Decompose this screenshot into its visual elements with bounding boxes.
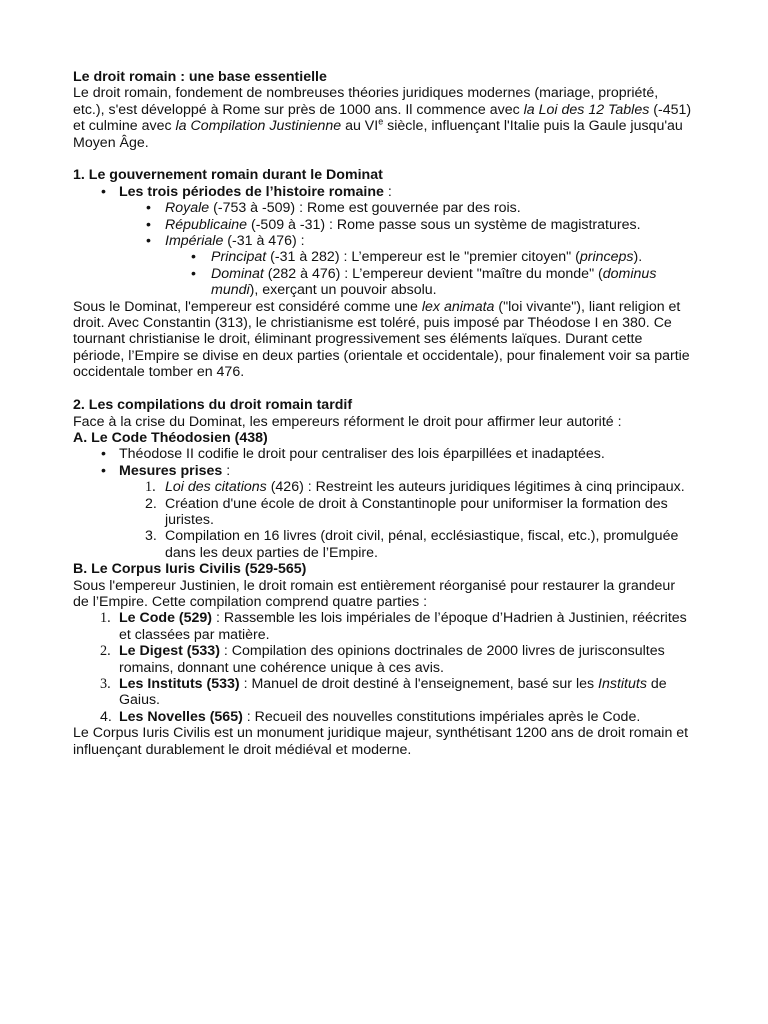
princeps-term: princeps bbox=[579, 249, 634, 266]
period-republicaine-text: (-509 à -31) : Rome passe sous un système de magistratures. bbox=[247, 216, 641, 233]
measure-2-text: Création d'une école de droit à Constantinople pour uniformiser la formation des juristes. bbox=[165, 495, 668, 528]
periods-label: Les trois périodes de l’histoire romaine bbox=[119, 183, 384, 200]
principat-name: Principat bbox=[211, 249, 267, 266]
period-royale: Royale bbox=[165, 200, 210, 217]
list-number: 2. bbox=[145, 495, 157, 512]
intro-text-e: au VI bbox=[341, 118, 379, 135]
list-item bbox=[73, 479, 693, 495]
measure-1-text: (426) : Restreint les auteurs juridiques légitimes à cinq principaux. bbox=[266, 479, 685, 496]
section1-title: 1. Le gouvernement romain durant le Dominat bbox=[73, 167, 383, 184]
intro-superscript: e bbox=[378, 116, 384, 127]
principat-text-end: ). bbox=[633, 249, 643, 266]
bullet-icon: • bbox=[101, 446, 106, 463]
bullet-icon: • bbox=[191, 249, 196, 266]
bullet-icon: • bbox=[101, 183, 106, 200]
dominat-para-a: Sous le Dominat, l'empereur est considéré comme une bbox=[73, 298, 422, 315]
list-item bbox=[73, 217, 693, 233]
dominus-mundi-term: dominus mundi bbox=[211, 265, 657, 299]
loi-des-citations: Loi des citations bbox=[165, 479, 267, 496]
list-item bbox=[73, 233, 693, 249]
list-item bbox=[73, 676, 693, 709]
list-item bbox=[73, 496, 693, 529]
les-instituts-name: Les Instituts (533) bbox=[119, 676, 240, 692]
period-imperiale-text: (-31 à 476) : bbox=[223, 233, 305, 250]
instituts-term: Instituts bbox=[598, 676, 647, 692]
period-republicaine: Républicaine bbox=[165, 216, 248, 233]
list-item bbox=[73, 463, 693, 479]
code-theodosien-title: A. Le Code Théodosien (438) bbox=[73, 429, 268, 446]
le-code-text: : Rassemble les lois impériales de l’époque d’Hadrien à Justinien, réécrites et classées par matière. bbox=[119, 610, 687, 643]
les-novelles-name: Les Novelles (565) bbox=[119, 708, 243, 725]
lex-animata-term: lex animata bbox=[421, 298, 495, 315]
le-digest-text: : Compilation des opinions doctrinales de 2000 livres de jurisconsultes romains, donnant une cohérence unique à ces avis. bbox=[119, 643, 665, 676]
list-item bbox=[73, 184, 693, 200]
les-instituts-text-end: de Gaius. bbox=[119, 676, 667, 709]
dominat-name: Dominat bbox=[211, 265, 264, 282]
period-royale-text: (-753 à -509) : Rome est gouvernée par des rois. bbox=[209, 200, 521, 217]
list-number: 1. bbox=[145, 479, 156, 496]
periods-colon: : bbox=[383, 183, 392, 200]
measures-colon: : bbox=[222, 462, 231, 479]
les-instituts-text: : Manuel de droit destiné à l'enseignement, basé sur les bbox=[239, 676, 599, 692]
bullet-icon: • bbox=[101, 462, 106, 479]
corpus-title: B. Le Corpus Iuris Civilis (529-565) bbox=[73, 561, 307, 578]
list-item bbox=[73, 643, 693, 676]
conclusion-paragraph: Le Corpus Iuris Civilis est un monument juridique majeur, synthétisant 1200 ans de droit romain et influençant durablement le droit médiéval et moderne. bbox=[73, 725, 689, 758]
list-item bbox=[73, 610, 693, 643]
section2-intro: Face à la crise du Dominat, les empereurs réforment le droit pour affirmer leur autorité : bbox=[73, 413, 622, 430]
dominat-text-end: ), exerçant un pouvoir absolu. bbox=[249, 282, 437, 299]
list-item bbox=[73, 446, 693, 462]
principat-text: (-31 à 282) : L’empereur est le "premier citoyen" ( bbox=[266, 249, 580, 266]
bullet-icon: • bbox=[146, 200, 151, 217]
section2-title: 2. Les compilations du droit romain tardif bbox=[73, 397, 353, 414]
intro-text-c: (-451) et culmine avec bbox=[73, 101, 692, 135]
list-item bbox=[73, 266, 693, 299]
list-number: 4. bbox=[100, 708, 112, 725]
dominat-para-b: ("loi vivante"), liant religion et droit. Avec Constantin (313), le christianisme est toléré, puis imposé par Théodose I en 380. Ce tournant christianise le droit, éliminant progressivement ses éléments laïques. Durant cette période, l’Empire se divise en deux parties (orientale et occidentale), pour finalement voir sa partie occidentale tomber en 476. bbox=[73, 298, 690, 381]
le-digest-name: Le Digest (533) bbox=[119, 643, 220, 660]
list-item bbox=[73, 709, 693, 725]
bullet-icon: • bbox=[191, 265, 196, 282]
intro-title: Le droit romain : une base essentielle bbox=[73, 69, 327, 85]
list-number: 1. bbox=[100, 610, 111, 627]
le-code-name: Le Code (529) bbox=[119, 610, 213, 627]
measure-3-text: Compilation en 16 livres (droit civil, pénal, ecclésiastique, fiscal, etc.), promulguée dans les deux parties de l’Empire. bbox=[165, 528, 679, 561]
intro-paragraph bbox=[73, 85, 693, 151]
intro-text-a: Le droit romain, fondement de nombreuses théories juridiques modernes (mariage, propriété, etc.), s'est développé à Rome sur près de 1000 ans. Il commence avec bbox=[73, 85, 659, 118]
list-item bbox=[73, 200, 693, 216]
loi-12-tables: la Loi des 12 Tables bbox=[523, 101, 650, 118]
compilation-justinienne: la Compilation Justinienne bbox=[175, 118, 342, 135]
dominat-paragraph bbox=[73, 299, 693, 381]
list-item bbox=[73, 528, 693, 561]
theodose-bullet-text: Théodose II codifie le droit pour centraliser des lois éparpillées et inadaptées. bbox=[119, 446, 605, 463]
corpus-intro: Sous l'empereur Justinien, le droit romain est entièrement réorganisé pour restaurer la grandeur de l’Empire. Cette compilation comprend quatre parties : bbox=[73, 577, 676, 610]
list-number: 3. bbox=[100, 676, 111, 692]
measures-label: Mesures prises bbox=[119, 462, 223, 479]
les-novelles-text: : Recueil des nouvelles constitutions impériales après le Code. bbox=[242, 708, 641, 725]
bullet-icon: • bbox=[146, 233, 151, 250]
bullet-icon: • bbox=[146, 216, 151, 233]
dominat-text: (282 à 476) : L’empereur devient "maître du monde" ( bbox=[263, 265, 603, 282]
list-number: 3. bbox=[145, 528, 157, 545]
period-imperiale: Impériale bbox=[165, 233, 224, 250]
list-number: 2. bbox=[100, 643, 111, 660]
document-page bbox=[73, 69, 693, 758]
intro-text-f: siècle, influençant l'Italie puis la Gaule jusqu'au Moyen Âge. bbox=[73, 118, 683, 151]
list-item bbox=[73, 249, 693, 265]
